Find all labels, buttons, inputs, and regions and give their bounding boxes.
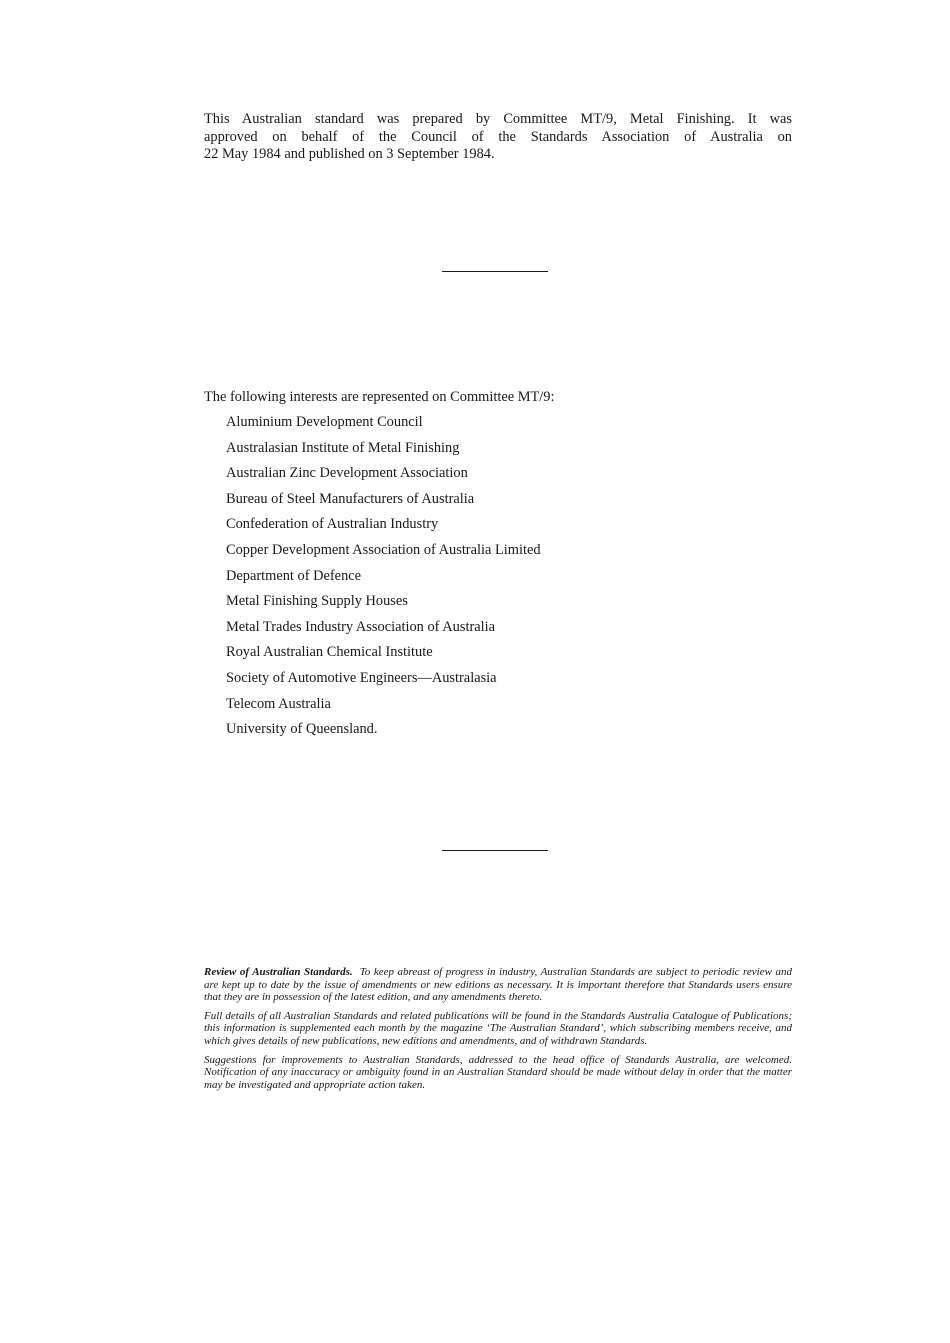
committee-member: Department of Defence: [226, 567, 362, 584]
review-paragraph-3: Suggestions for improvements to Australian Standards, addressed to the head office of Standards Australia, are welcomed. Notification of any inaccuracy or ambiguity found in an Australian Standard should be made without delay in order that the matter may be investigated and appropriate action taken.: [204, 1053, 792, 1091]
review-text-1: To keep abreast of progress in industry, Australian Standards are subject to periodic review and are kept up to date by the issue of amendments or new editions as necessary. It is important therefore that Standards users ensure that they are in possession of the latest edition, and any amendments thereto.: [204, 966, 792, 1004]
preparation-line-3: 22 May 1984 and published on 3 September 1984.: [204, 146, 495, 162]
review-paragraph-1: [204, 966, 792, 1004]
review-paragraph-2: Full details of all Australian Standards and related publications will be found in the Standards Australia Catalogue of Publications; this information is supplemented each month by the magazine ‘The Australian Standard’, which subscribing members receive, and which gives details of new publications, new editions and amendments, and of withdrawn Standards.: [204, 1009, 792, 1047]
committee-interests: [204, 389, 804, 747]
preparation-line-1: This Australian standard was prepared by Committee MT/9, Metal Finishing. It was: [204, 111, 792, 127]
committee-member: Confederation of Australian Industry: [226, 516, 439, 533]
committee-intro: The following interests are represented on Committee MT/9:: [204, 389, 555, 405]
review-heading: Review of Australian Standards.: [204, 966, 353, 978]
committee-member: Aluminium Development Council: [226, 414, 423, 430]
committee-member: Australian Zinc Development Association: [226, 465, 468, 482]
committee-member: Royal Australian Chemical Institute: [226, 644, 433, 661]
committee-member: University of Queensland.: [226, 721, 378, 738]
committee-member: Metal Trades Industry Association of Australia: [226, 618, 496, 635]
committee-member: Metal Finishing Supply Houses: [226, 593, 408, 610]
section-divider: [442, 271, 548, 272]
review-notice: [204, 966, 792, 1097]
committee-member: Bureau of Steel Manufacturers of Australia: [226, 490, 475, 507]
preparation-statement: [204, 111, 792, 164]
committee-member: Copper Development Association of Australia Limited: [226, 541, 541, 558]
committee-member: Telecom Australia: [226, 695, 331, 712]
committee-member: Society of Automotive Engineers—Australasia: [226, 669, 497, 686]
committee-member: Australasian Institute of Metal Finishing: [226, 439, 460, 456]
preparation-line-2: approved on behalf of the Council of the Standards Association of Australia on: [204, 128, 792, 145]
committee-member-list: [204, 414, 804, 747]
section-divider: [442, 850, 548, 851]
